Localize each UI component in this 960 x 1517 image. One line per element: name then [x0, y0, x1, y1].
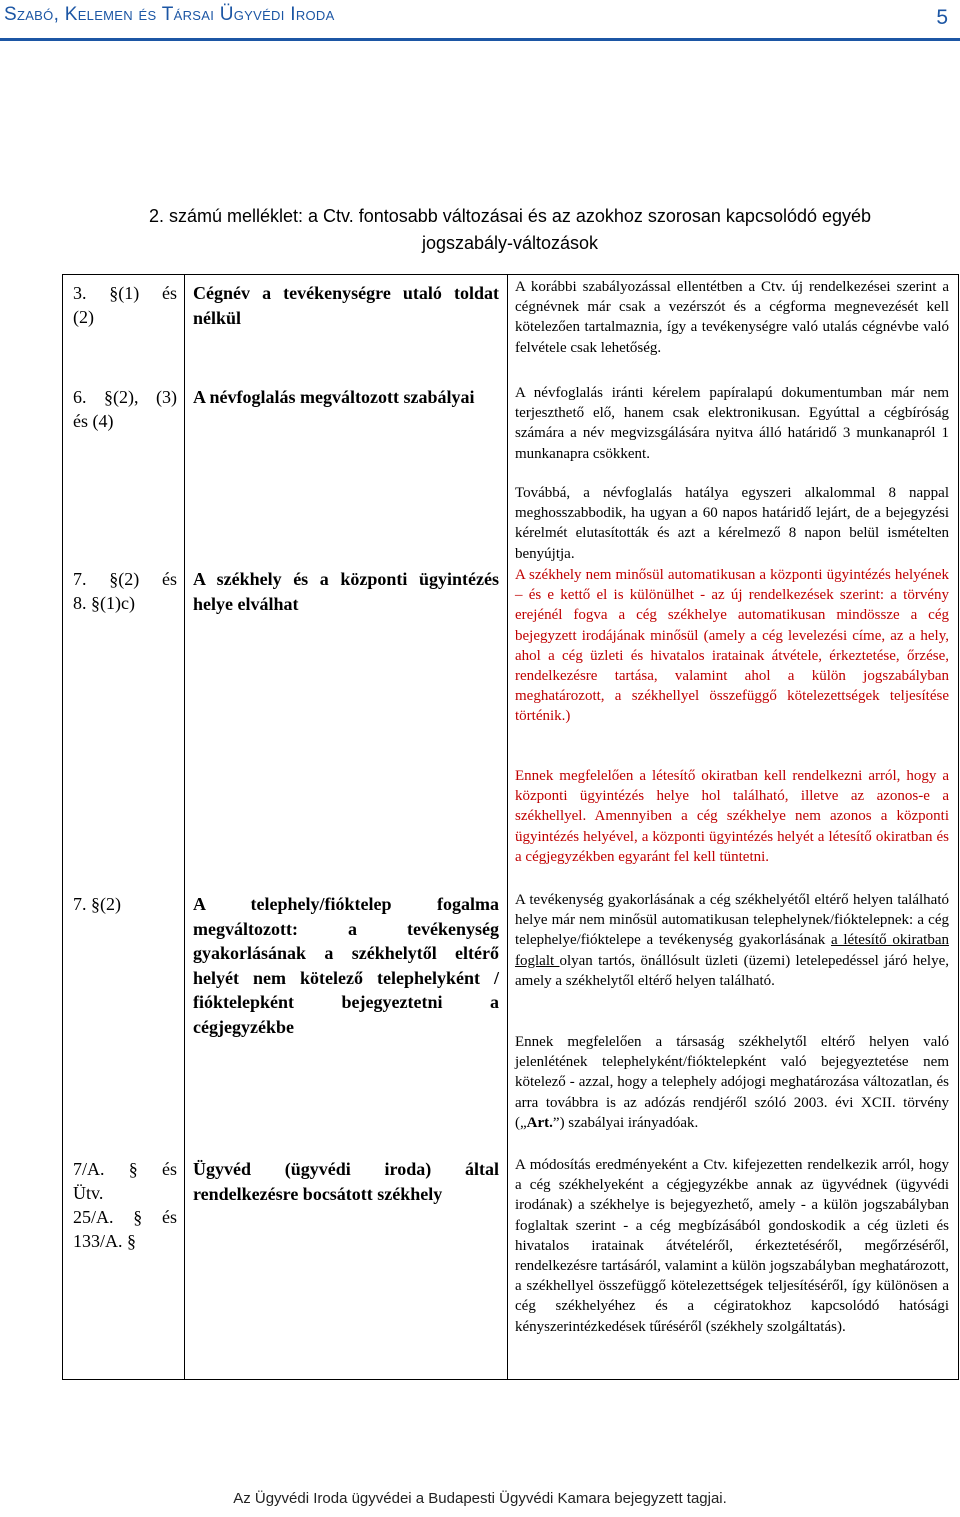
page-footer: Az Ügyvédi Iroda ügyvédei a Budapesti Ügyvédi Kamara bejegyzett tagjai.: [233, 1490, 727, 1507]
section-reference: 3. §(1) és (2): [73, 283, 177, 327]
topic-heading: A névfoglalás megváltozott szabályai: [193, 387, 475, 407]
firm-name: Szabó, Kelemen és Társai Ügyvédi Iroda: [4, 4, 335, 25]
topic-heading: A telephely/fióktelep fogalma megváltozott: a tevékenység gyakorlásának a székhelytől eltérő helyét nem kötelező telephelyként / fióktelepként bejegyeztetni a cégjegyzékbe: [193, 894, 499, 1037]
section-reference: 7/A. § és Ütv. 25/A. § és 133/A. §: [73, 1159, 177, 1251]
header-rule: [0, 38, 960, 41]
document-title: [62, 203, 958, 257]
page-header: [0, 0, 960, 40]
description-paragraph: Ennek megfelelően a társaság székhelytől eltérő helyen való jelenlétének telephelyként/fióktelepként való bejegyeztetése nem kötelező - azzal, hogy a telephely adójogi meghatározása változatlan, és arra továbbra is az adózás rendjéről szóló 2003. évi XCII. törvény („Art.”) szabályai irányadóak.: [515, 1034, 949, 1131]
reference-column: [63, 275, 185, 1380]
section-reference: 7. §(2) és 8. §(1)c): [73, 569, 177, 613]
description-paragraph: A tevékenység gyakorlásának a cég székhelyétől eltérő helyen található helye már nem minősül automatikusan telephelynek/fióktelepnek: a cég telephelye/fióktelepe a tevékenység gyakorlásának a létesítő okiratban foglalt olyan tartós, önállósult üzleti (üzemi) letelepedéssel járó helye, amely a székhelytől eltérő helyen található.: [515, 892, 949, 989]
topic-column: [185, 275, 508, 1380]
description-paragraph: Továbbá, a névfoglalás hatálya egyszeri alkalommal 8 nappal meghosszabbodik, ha ugyan a 60 napos határidő lejárt, de a bejegyzési kérelmét elutasították és azt a kérelmező 8 napon belül ismételten benyújtja.: [515, 485, 949, 562]
table-row: [63, 275, 959, 1380]
changes-table: [62, 274, 959, 1380]
description-paragraph: A korábbi szabályozással ellentétben a Ctv. új rendelkezései szerint a cégnévnek már csak a vezérszót és a cégforma megnevezését kell kötelezően tartalmaznia, így a tevékenységre való utalás cégnévbe való felvétele csak lehetőség.: [515, 279, 949, 356]
description-paragraph: A módosítás eredményeként a Ctv. kifejezetten rendelkezik arról, hogy a cég székhelyeként a cégjegyzékbe annak az ügyvédnek (ügyvédi irodának) a székhelye is bejegyezhető, amely - a külön jogszabályban foglaltak szerint - a cég megbízásából gondoskodik a cég üzleti és hivatalos iratainak átvételéről, érkeztetéséről, megőrzéséről, rendelkezésre tartásáról, valamint a külön jogszabályban meghatározott, a székhellyel összefüggő kötelezettségek teljesítéséről, így különösen a cég székhelyéhez és a cégiratokhoz kapcsolódó hatósági kényszerintézkedések tűréséről (székhely szolgáltatás).: [515, 1157, 949, 1335]
section-reference: 7. §(2): [73, 894, 121, 914]
topic-heading: Ügyvéd (ügyvédi iroda) által rendelkezésre bocsátott székhely: [193, 1159, 499, 1204]
description-column: [508, 275, 959, 1380]
title-line-1: 2. számú melléklet: a Ctv. fontosabb változásai és az azokhoz szorosan kapcsolódó egyéb: [148, 206, 872, 226]
description-paragraph: A székhely nem minősül automatikusan a központi ügyintézés helyének – és e kettő el is különülhet - az új rendelkezések szerint: a törvény erejénél fogva a cég székhelye automatikusan mindössze a cég bejegyzett irodájának minősül (amely a cég levelezési címe, az a hely, ahol a cég üzleti és hivatalos iratainak átvétele, érkeztetése, őrzése, rendelkezésre tartása, valamint ahol a külön jogszabályban meghatározott, a székhellyel összefüggő kötelezettségek teljesítése történik.): [515, 567, 949, 725]
title-line-2: jogszabály-változások: [421, 233, 599, 253]
description-paragraph: Ennek megfelelően a létesítő okiratban kell rendelkezni arról, hogy a központi ügyintézés helye hol található, illetve az azonos-e a székhellyel. Amennyiben a cég székhelye nem azonos a központi ügyintézés helyével, a központi ügyintézés helyét a létesítő okiratban és a cégjegyzékben egyaránt fel kell tüntetni.: [515, 768, 949, 865]
section-reference: 6. §(2), (3) és (4): [73, 387, 177, 431]
page-number: 5: [936, 6, 948, 29]
description-paragraph: A névfoglalás iránti kérelem papíralapú dokumentumban már nem terjeszthető elő, hanem csak elektronikusan. Egyúttal a cégbíróság számára a név megvizsgálására nyitva álló határidő 3 munkanapról 1 munkanapra csökkent.: [515, 385, 949, 462]
topic-heading: A székhely és a központi ügyintézés helye elválhat: [193, 569, 499, 614]
topic-heading: Cégnév a tevékenységre utaló toldat nélkül: [193, 283, 499, 328]
